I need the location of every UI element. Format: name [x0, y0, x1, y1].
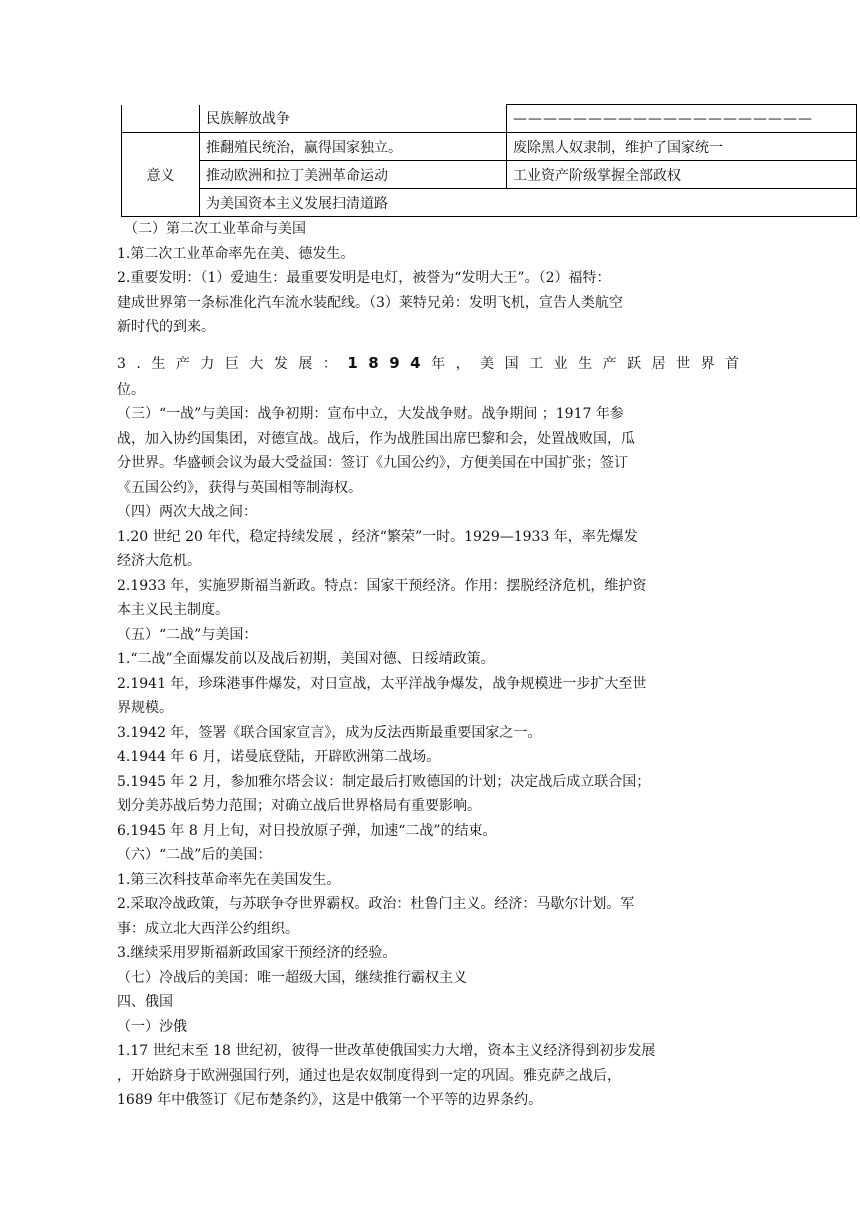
text-line: 4.1944 年 6 月，诺曼底登陆，开辟欧洲第二战场。: [117, 749, 441, 765]
text-line: 本主义民主制度。: [117, 602, 229, 618]
text-line: 1.20 世纪 20 年代，稳定持续发展 ，经济“繁荣”一时。1929—1933 年，率先爆发: [117, 528, 638, 545]
table-cell: 推翻殖民统治，赢得国家独立。: [200, 133, 507, 161]
text-line: （七）冷战后的美国：唯一超级大国，继续推行霸权主义: [117, 969, 467, 986]
table-row: [122, 189, 857, 217]
table-row: [122, 161, 857, 189]
text-line: 事：成立北大西洋公约组织。: [117, 920, 299, 937]
table-cell-merged: 为美国资本主义发展扫清道路: [200, 189, 857, 217]
text-line: 四、俄国: [117, 994, 173, 1010]
text-line-spaced: [117, 348, 750, 378]
text-line: 建成世界第一条标准化汽车流水装配线。（3）莱特兄弟：发明飞机，宣告人类航空: [117, 294, 623, 311]
text-line: 1.第三次科技革命率先在美国发生。: [117, 871, 341, 888]
text-line: 3.继续采用罗斯福新政国家干预经济的经验。: [117, 945, 397, 961]
table-cell: 推动欧洲和拉丁美洲革命运动: [200, 161, 507, 189]
text-line: 1.17 世纪末至 18 世纪初，彼得一世改革使俄国实力大增，资本主义经济得到初步发展: [117, 1043, 656, 1059]
table-cell: 民族解放战争: [200, 105, 507, 133]
text-line: （五）“二战”与美国：: [117, 626, 258, 643]
text-line: 划分美苏战后势力范围；对确立战后世界格局有重要影响。: [117, 798, 481, 814]
table-cell-empty: [122, 105, 200, 133]
document-body: [117, 217, 750, 1113]
text-line: 6.1945 年 8 月上旬，对日投放原子弹，加速“二战”的结束。: [117, 822, 497, 839]
text-line: 5.1945 年 2 月，参加雅尔塔会议：制定最后打败德国的计划；决定战后成立联合国；: [117, 773, 651, 790]
text-line: 2.1933 年，实施罗斯福当新政。特点：国家干预经济。作用：摆脱经济危机，维护资: [117, 577, 647, 594]
text-line: （二）第二次工业革命与美国: [117, 221, 306, 237]
text-line: 分世界。华盛顿会议为最大受益国：签订《九国公约》，方便美国在中国扩张；签订: [117, 455, 628, 471]
table-row: [122, 105, 857, 133]
text-line: 《五国公约》，获得与英国相等制海权。: [117, 479, 362, 496]
year-number: 1894: [347, 353, 432, 372]
text-line: （四）两次大战之间：: [117, 504, 257, 520]
text-line: 经济大危机。: [117, 553, 201, 569]
text-line: 2.采取冷战政策，与苏联争夺世界霸权。政治：杜鲁门主义。经济：马歇尔计划。军: [117, 896, 635, 912]
text-line: （六）“二战”后的美国：: [117, 847, 272, 863]
text-segment: 3.生产力巨大发展：: [117, 355, 348, 372]
significance-label: 意义: [122, 133, 200, 217]
text-line: 战，加入协约国集团，对德宣战。战后，作为战胜国出席巴黎和会，处置战败国，瓜: [117, 430, 635, 447]
text-line: （一）沙俄: [117, 1018, 187, 1035]
table-cell: 废除黑人奴隶制，维护了国家统一: [507, 133, 857, 161]
table-cell: 工业资产阶级掌握全部政权: [507, 161, 857, 189]
text-line: 2.重要发明：（1）爱迪生：最重要发明是电灯，被誉为“发明大王”。（2）福特：: [117, 270, 611, 286]
text-line: （三）“一战”与美国：战争初期：宣布中立，大发战争财。战争期间 ；1917 年参: [117, 406, 624, 422]
text-line: 2.1941 年，珍珠港事件爆发，对日宣战，太平洋战争爆发，战争规模进一步扩大至世: [117, 675, 647, 692]
table-cell-dashes: ————————————————————: [507, 105, 857, 133]
text-line: 3.1942 年，签署《联合国家宣言》，成为反法西斯最重要国家之一。: [117, 724, 542, 741]
text-line: 1689 年中俄签订《尼布楚条约》，这是中俄第一个平等的边界条约。: [117, 1092, 543, 1108]
text-line: 1.“二战”全面爆发前以及战后初期，美国对德、日绥靖政策。: [117, 651, 495, 667]
text-line: ，开始跻身于欧洲强国行列，通过也是农奴制度得到一定的巩固。雅克萨之战后，: [117, 1067, 621, 1084]
text-line: 新时代的到来。: [117, 319, 215, 335]
table-row: [122, 133, 857, 161]
comparison-table: [121, 104, 857, 217]
text-line: 1.第二次工业革命率先在美、德发生。: [117, 245, 355, 262]
text-line: 界规模。: [117, 700, 173, 716]
text-segment: 年，美国工业生产跃居世界首: [431, 355, 750, 372]
text-line: 位。: [117, 381, 145, 398]
